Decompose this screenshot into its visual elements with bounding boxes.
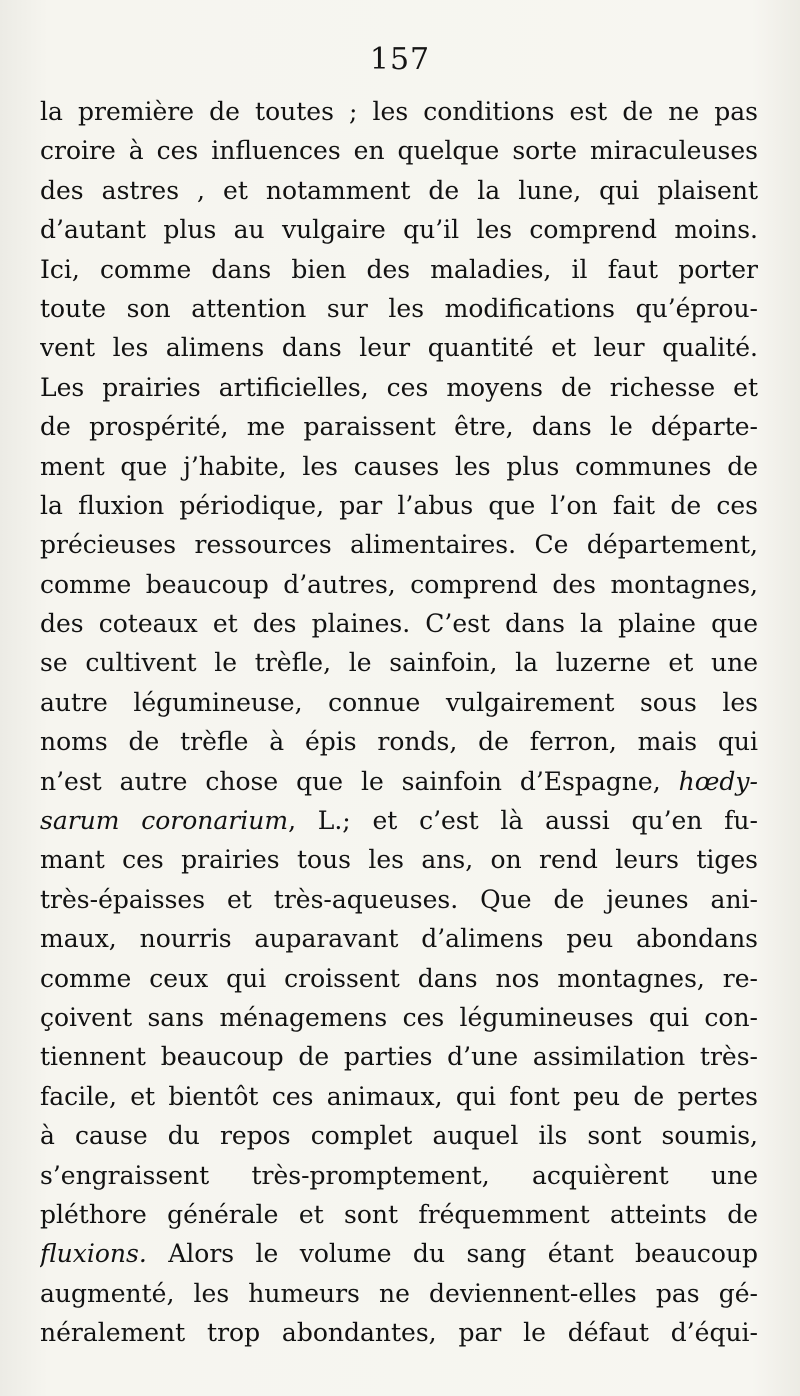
text-line — [40, 840, 758, 879]
text-segment: noms de trèfle à épis ronds, de ferron, mais qui — [40, 727, 758, 757]
text-line — [40, 801, 758, 840]
text-line — [40, 171, 758, 210]
text-line — [40, 762, 758, 801]
text-segment: Les prairies artificielles, ces moyens de richesse et — [40, 372, 758, 402]
text-segment: , L.; et c’est là aussi qu’en fu- — [288, 806, 758, 836]
text-segment: Alors le volume du sang étant beaucoup — [146, 1239, 758, 1269]
text-segment: néralement trop abondantes, par le défaut d’équi- — [40, 1318, 758, 1348]
text-line — [40, 289, 758, 328]
text-segment: des coteaux et des plaines. C’est dans la plaine que — [40, 609, 758, 639]
text-segment: augmenté, les humeurs ne deviennent-elles pas gé- — [40, 1278, 758, 1308]
text-segment: autre légumineuse, connue vulgairement sous les — [40, 687, 758, 717]
text-segment: précieuses ressources alimentaires. Ce département, — [40, 530, 758, 560]
text-line — [40, 1234, 758, 1273]
text-line — [40, 683, 758, 722]
text-segment: n’est autre chose que le sainfoin d’Espagne, — [40, 766, 679, 796]
text-segment: mant ces prairies tous les ans, on rend leurs tiges — [40, 845, 758, 875]
italic-text: hœdy- — [678, 766, 758, 796]
body-text — [40, 92, 758, 1353]
text-line — [40, 1077, 758, 1116]
text-line — [40, 604, 758, 643]
text-line — [40, 1116, 758, 1155]
text-segment: maux, nourris auparavant d’alimens peu abondans — [40, 924, 758, 954]
text-segment: tiennent beaucoup de parties d’une assimilation très- — [40, 1042, 758, 1072]
text-line — [40, 486, 758, 525]
text-line — [40, 210, 758, 249]
text-segment: à cause du repos complet auquel ils sont soumis, — [40, 1121, 758, 1151]
text-line — [40, 1313, 758, 1352]
text-line — [40, 131, 758, 170]
text-line — [40, 722, 758, 761]
text-line — [40, 92, 758, 131]
text-segment: comme beaucoup d’autres, comprend des montagnes, — [40, 569, 758, 599]
text-segment: se cultivent le trèfle, le sainfoin, la luzerne et une — [40, 648, 758, 678]
text-segment: des astres , et notamment de la lune, qui plaisent — [40, 175, 758, 205]
italic-text: sarum coronarium — [40, 806, 289, 836]
text-segment: s’engraissent très-promptement, acquièrent une — [40, 1160, 758, 1190]
text-segment: d’autant plus au vulgaire qu’il les comprend moins. — [40, 215, 758, 245]
italic-text: fluxions. — [40, 1239, 147, 1269]
text-line — [40, 1195, 758, 1234]
text-line — [40, 1274, 758, 1313]
text-segment: de prospérité, me paraissent être, dans le départe- — [40, 412, 758, 442]
text-line — [40, 328, 758, 367]
text-segment: facile, et bientôt ces animaux, qui font peu de pertes — [40, 1081, 758, 1111]
text-segment: Ici, comme dans bien des maladies, il faut porter — [40, 254, 758, 284]
page-number: 157 — [369, 42, 431, 77]
text-line — [40, 919, 758, 958]
text-line — [40, 1156, 758, 1195]
text-line — [40, 407, 758, 446]
text-segment: la première de toutes ; les conditions est de ne pas — [40, 97, 758, 126]
text-line — [40, 525, 758, 564]
text-line — [40, 998, 758, 1037]
text-line — [40, 959, 758, 998]
text-line — [40, 565, 758, 604]
text-segment: la fluxion périodique, par l’abus que l’on fait de ces — [40, 490, 758, 520]
text-line — [40, 880, 758, 919]
text-segment: très-épaisses et très-aqueuses. Que de jeunes ani- — [40, 884, 758, 914]
text-segment: vent les alimens dans leur quantité et leur qualité. — [40, 333, 758, 363]
text-line — [40, 447, 758, 486]
text-line — [40, 643, 758, 682]
text-line — [40, 250, 758, 289]
text-segment: toute son attention sur les modifications qu’éprou- — [40, 293, 758, 323]
text-line — [40, 368, 758, 407]
text-segment: pléthore générale et sont fréquemment atteints de — [40, 1199, 758, 1229]
text-line — [40, 1037, 758, 1076]
text-segment: croire à ces influences en quelque sorte miraculeuses — [40, 136, 758, 166]
text-segment: ment que j’habite, les causes les plus communes de — [40, 451, 758, 481]
text-segment: çoivent sans ménagemens ces légumineuses qui con- — [40, 1002, 758, 1032]
text-segment: comme ceux qui croissent dans nos montagnes, re- — [40, 963, 758, 993]
